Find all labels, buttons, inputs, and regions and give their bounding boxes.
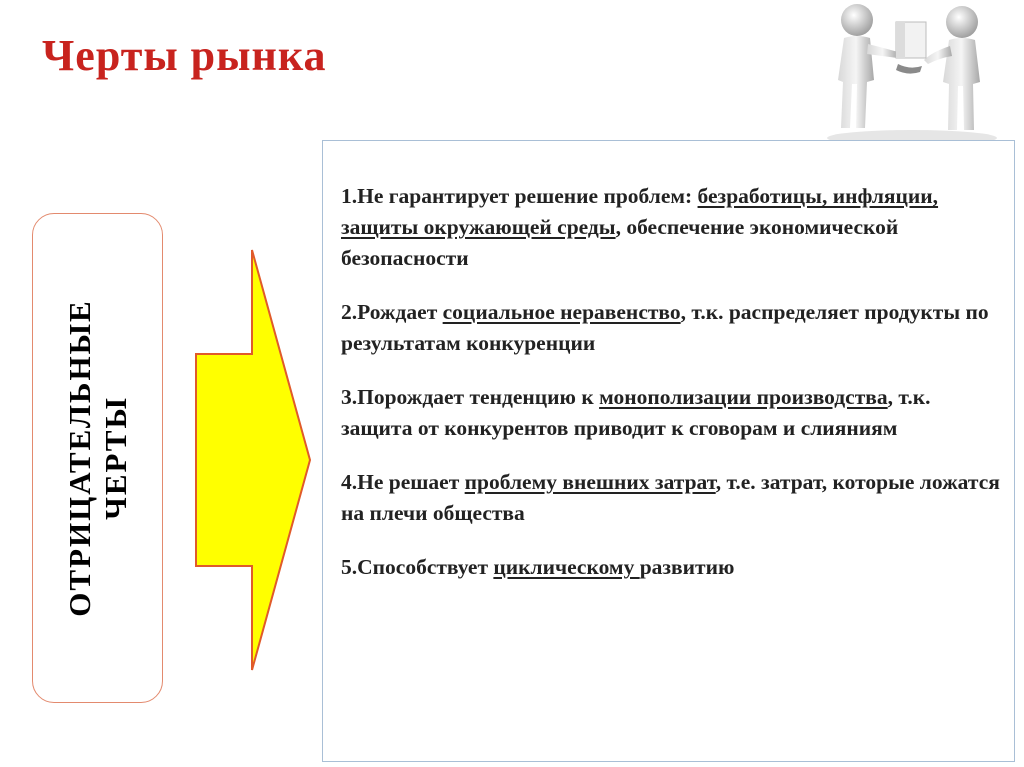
list-item: 3.Порождает тенденцию к монополизации производства, т.к. защита от конкурентов приводит к сговорам и слияниям [341,385,931,440]
side-label-line2: ЧЕРТЫ [97,396,133,520]
side-label-line1: ОТРИЦАТЕЛЬНЫЕ [61,299,97,617]
features-panel [322,140,1015,762]
underlined-term: монополизации производства [599,385,888,409]
underlined-term: циклическому [493,555,640,579]
page-title: Черты рынка [42,31,327,80]
list-item: 1.Не гарантирует решение проблем: безработицы, инфляции, защиты окружающей среды, обеспечение экономической безопасности [341,184,939,270]
negative-features-box [32,213,163,703]
right-arrow-icon [194,248,314,672]
list-item: 5.Способствует циклическому развитию [341,555,735,579]
features-list [341,181,1001,606]
list-item: 2.Рождает социальное неравенство, т.к. распределяет продукты по результатам конкуренции [341,300,989,355]
list-item: 4.Не решает проблему внешних затрат, т.е. затрат, которые ложатся на плечи общества [341,470,1000,525]
underlined-term: проблему внешних затрат [464,470,716,494]
negative-features-label [62,299,134,616]
two-people-exchanging-box-icon [812,0,1012,150]
underlined-term: безработицы, инфляции, защиты окружающей среды [341,184,939,239]
underlined-term: социальное неравенство [442,300,681,324]
